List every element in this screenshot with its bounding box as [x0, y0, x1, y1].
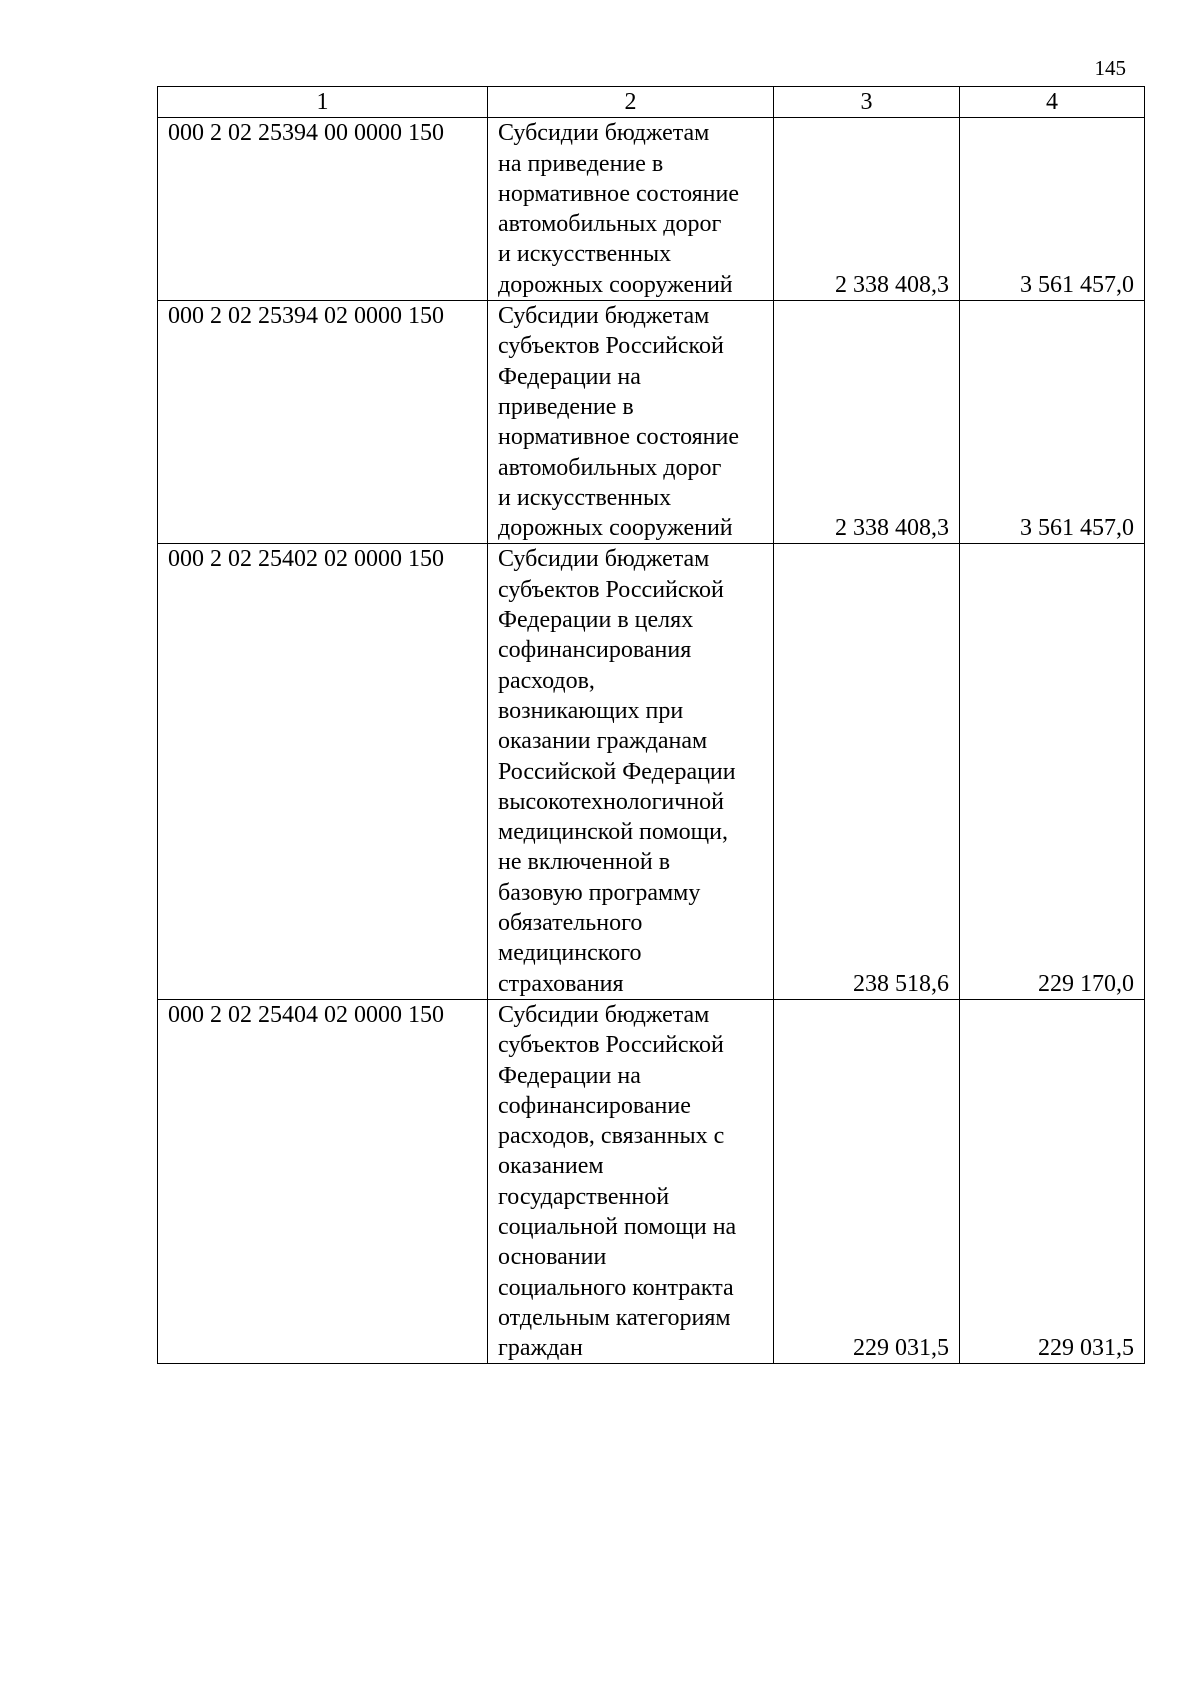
page-number: 145: [1094, 56, 1126, 80]
item-description: Субсидии бюджетам субъектов Российской Федерации на софинансирование расходов, связанных с оказанием государственной социальной помощи на основании социального контракта отдельным категориям граждан: [488, 999, 774, 1364]
item-description: Субсидии бюджетам субъектов Российской Федерации в целях софинансирования расходов, возникающих при оказании гражданам Российской Федерации высокотехнологичной медицинской помощи, не включенной в базовую программу обязательного медицинского страхования: [488, 544, 774, 999]
table-row: [158, 544, 1145, 999]
amount-col4: 3 561 457,0: [960, 301, 1145, 544]
budget-table: [157, 86, 1145, 1364]
amount-col4: 229 031,5: [960, 999, 1145, 1364]
table-row: [158, 301, 1145, 544]
budget-code: 000 2 02 25394 02 0000 150: [158, 301, 488, 544]
column-header-1: 1: [158, 87, 488, 118]
budget-code: 000 2 02 25402 02 0000 150: [158, 544, 488, 999]
header-row: [158, 87, 1145, 118]
item-description: Субсидии бюджетам субъектов Российской Федерации на приведение в нормативное состояние автомобильных дорог и искусственных дорожных сооружений: [488, 301, 774, 544]
amount-col4: 229 170,0: [960, 544, 1145, 999]
amount-col4: 3 561 457,0: [960, 118, 1145, 301]
amount-col3: 229 031,5: [774, 999, 960, 1364]
table-row: [158, 118, 1145, 301]
amount-col3: 238 518,6: [774, 544, 960, 999]
column-header-2: 2: [488, 87, 774, 118]
amount-col3: 2 338 408,3: [774, 301, 960, 544]
item-description: Субсидии бюджетам на приведение в нормативное состояние автомобильных дорог и искусственных дорожных сооружений: [488, 118, 774, 301]
column-header-3: 3: [774, 87, 960, 118]
budget-code: 000 2 02 25404 02 0000 150: [158, 999, 488, 1364]
table-row: [158, 999, 1145, 1364]
column-header-4: 4: [960, 87, 1145, 118]
budget-code: 000 2 02 25394 00 0000 150: [158, 118, 488, 301]
amount-col3: 2 338 408,3: [774, 118, 960, 301]
